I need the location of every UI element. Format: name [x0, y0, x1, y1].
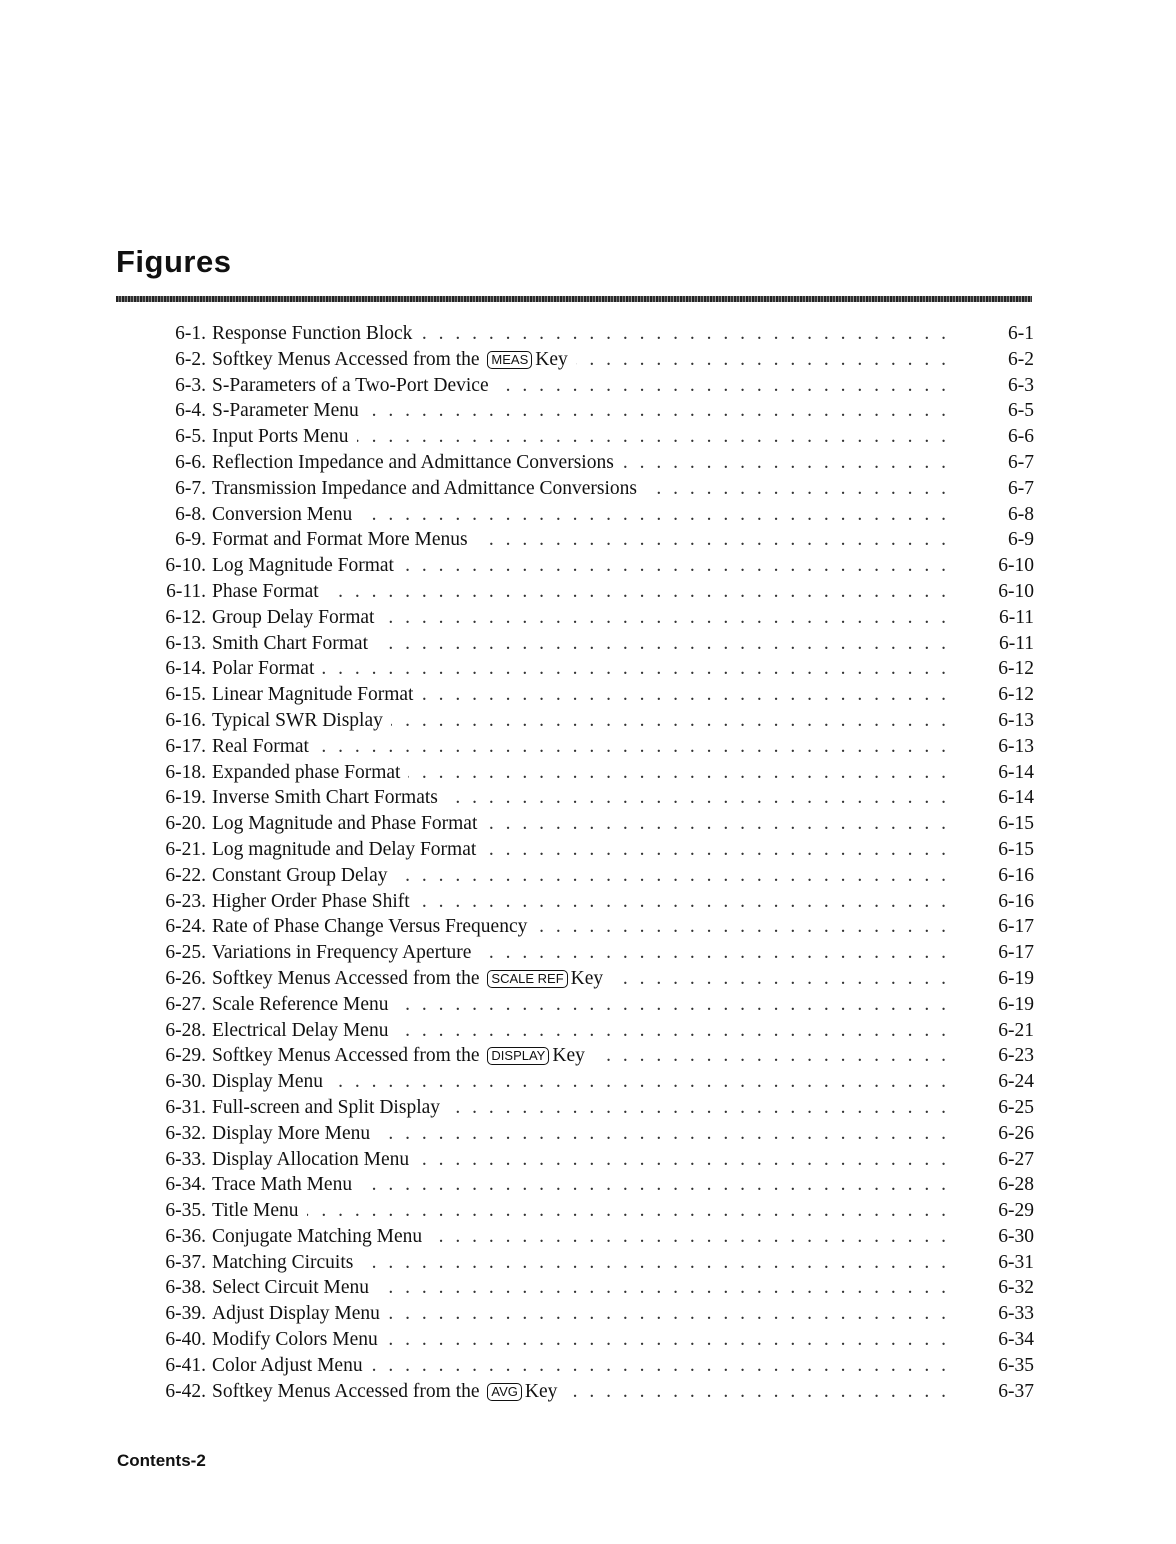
dot-leader	[322, 656, 946, 682]
figure-title-text: Transmission Impedance and Admittance Conversions	[212, 477, 637, 499]
list-item[interactable]	[116, 1095, 1034, 1121]
dot-leader	[397, 992, 947, 1018]
figure-title-text: Log Magnitude Format	[212, 555, 394, 577]
list-item[interactable]	[116, 1327, 1034, 1353]
dot-leader	[357, 424, 947, 450]
list-item[interactable]	[116, 1224, 1034, 1250]
page-number: 6-24	[998, 1071, 1034, 1093]
figure-list	[116, 321, 1034, 1404]
list-item[interactable]	[116, 966, 1034, 992]
list-item[interactable]	[116, 1043, 1034, 1069]
figure-title-text: Format and Format More Menus	[212, 529, 468, 551]
figure-title	[208, 476, 637, 502]
figure-number: 6-5.	[175, 426, 206, 448]
figure-number: 6-35.	[165, 1200, 206, 1222]
figure-title	[208, 1198, 299, 1224]
page-number: 6-21	[998, 1019, 1034, 1041]
figure-title	[208, 553, 394, 579]
figure-number: 6-38.	[165, 1277, 206, 1299]
figure-number: 6-2.	[175, 348, 206, 370]
page-number: 6-35	[998, 1354, 1034, 1376]
figure-title	[208, 1301, 380, 1327]
figure-title-text: Display Menu	[212, 1071, 324, 1093]
dot-leader	[378, 1121, 946, 1147]
list-item[interactable]	[116, 553, 1034, 579]
figure-title-text: Softkey Menus Accessed from the	[212, 1380, 480, 1402]
dot-leader	[317, 734, 946, 760]
figure-title-text: Higher Order Phase Shift	[212, 890, 410, 912]
figure-title	[208, 1327, 378, 1353]
dot-leader	[430, 1224, 946, 1250]
figure-title-text: Log Magnitude and Phase Format	[212, 813, 478, 835]
figure-number: 6-21.	[165, 838, 206, 860]
figure-title-text: Electrical Delay Menu	[212, 1019, 389, 1041]
dot-leader	[391, 708, 946, 734]
page-number: 6-1	[1008, 323, 1034, 344]
dot-leader	[397, 1018, 947, 1044]
page-title: Figures	[116, 244, 232, 279]
page-footer: Contents-2	[117, 1451, 206, 1470]
list-item[interactable]	[116, 837, 1034, 863]
page-number: 6-2	[1008, 348, 1034, 370]
page-number: 6-27	[998, 1148, 1034, 1170]
dot-leader	[446, 785, 946, 811]
page-number: 6-11	[998, 632, 1034, 654]
list-item[interactable]	[116, 605, 1034, 631]
page-number: 6-19	[998, 993, 1034, 1015]
page-number: 6-5	[1008, 400, 1034, 422]
list-item[interactable]	[116, 476, 1034, 502]
page-number: 6-9	[1008, 529, 1034, 551]
figure-title	[208, 1172, 352, 1198]
dot-leader	[386, 1327, 946, 1353]
dot-leader	[645, 476, 946, 502]
list-item[interactable]	[116, 347, 1034, 373]
page-number: 6-7	[1008, 477, 1034, 499]
figure-number: 6-33.	[165, 1148, 206, 1170]
list-item[interactable]	[116, 1198, 1034, 1224]
dot-leader	[622, 450, 946, 476]
figure-title	[208, 1069, 323, 1095]
figure-title	[208, 579, 319, 605]
list-item[interactable]	[116, 502, 1034, 528]
list-item[interactable]	[116, 656, 1034, 682]
dot-leader	[485, 811, 946, 837]
figure-title	[208, 605, 374, 631]
figure-title	[208, 373, 489, 399]
figure-title-text: Inverse Smith Chart Formats	[212, 787, 438, 809]
page-number: 6-30	[998, 1225, 1034, 1247]
figure-title-text: Display More Menu	[212, 1122, 371, 1144]
figure-title-suffix: Key	[524, 1380, 558, 1402]
figure-number: 6-26.	[165, 967, 206, 989]
list-item[interactable]	[116, 734, 1034, 760]
list-item[interactable]	[116, 1147, 1034, 1173]
page-number: 6-15	[998, 838, 1034, 860]
page-number: 6-11	[998, 606, 1034, 628]
list-item[interactable]	[116, 992, 1034, 1018]
list-item[interactable]	[116, 1301, 1034, 1327]
figure-title	[208, 966, 603, 992]
figure-title-text: Group Delay Format	[212, 606, 375, 628]
figure-number: 6-37.	[165, 1251, 206, 1273]
figure-title	[208, 811, 477, 837]
page-number: 6-14	[998, 761, 1034, 783]
dot-leader	[565, 1379, 946, 1405]
figure-number: 6-13.	[165, 632, 206, 654]
dot-leader	[367, 398, 946, 424]
figure-title	[208, 321, 412, 347]
figure-title	[208, 398, 359, 424]
figure-title	[208, 1043, 585, 1069]
dot-leader	[535, 914, 946, 940]
figure-title-text: Constant Group Delay	[212, 864, 388, 886]
figure-number: 6-20.	[165, 813, 206, 835]
dot-leader	[376, 631, 946, 657]
page-number: 6-16	[998, 890, 1034, 912]
figure-number: 6-27.	[165, 993, 206, 1015]
dot-leader	[420, 321, 946, 347]
figure-title	[208, 1147, 409, 1173]
figure-title	[208, 1353, 363, 1379]
figure-number: 6-11.	[166, 580, 206, 602]
figure-number: 6-32.	[165, 1122, 206, 1144]
figure-number: 6-34.	[165, 1174, 206, 1196]
figure-title-text: Trace Math Menu	[212, 1174, 353, 1196]
hardkey-label: DISPLAY	[487, 1047, 549, 1065]
figure-title	[208, 1121, 370, 1147]
figure-title	[208, 1250, 353, 1276]
page-number: 6-34	[998, 1329, 1034, 1351]
page-number: 6-17	[998, 942, 1034, 964]
dot-leader	[395, 863, 946, 889]
hardkey-label: AVG	[487, 1383, 522, 1401]
dot-leader	[360, 1172, 946, 1198]
dot-leader	[388, 1301, 946, 1327]
list-item[interactable]	[116, 914, 1034, 940]
figure-number: 6-15.	[165, 684, 206, 706]
figure-title-text: Typical SWR Display	[212, 709, 383, 731]
figure-number: 6-3.	[175, 374, 206, 396]
figure-title	[208, 837, 476, 863]
figure-title	[208, 1275, 369, 1301]
page-number: 6-26	[998, 1122, 1034, 1144]
figure-number: 6-6.	[175, 451, 206, 473]
dot-leader	[484, 837, 946, 863]
dot-leader	[611, 966, 946, 992]
figure-title-text: Log magnitude and Delay Format	[212, 838, 477, 860]
page-number: 6-12	[998, 658, 1034, 680]
dot-leader	[402, 553, 946, 579]
list-item[interactable]	[116, 785, 1034, 811]
list-item[interactable]	[116, 1275, 1034, 1301]
figure-title-text: Polar Format	[212, 658, 315, 680]
figure-number: 6-19.	[165, 787, 206, 809]
figure-number: 6-29.	[165, 1045, 206, 1067]
page-number: 6-13	[998, 709, 1034, 731]
page-number: 6-14	[998, 787, 1034, 809]
figure-title	[208, 785, 438, 811]
figure-number: 6-23.	[165, 890, 206, 912]
figure-title-text: Linear Magnitude Format	[212, 684, 414, 706]
dot-leader	[448, 1095, 946, 1121]
figure-title-text: Select Circuit Menu	[212, 1277, 370, 1299]
page-number: 6-6	[1008, 426, 1034, 448]
figure-number: 6-16.	[165, 709, 206, 731]
figure-title	[208, 424, 349, 450]
dot-leader	[307, 1198, 946, 1224]
figure-title-text: Smith Chart Format	[212, 632, 368, 654]
figure-title-text: Softkey Menus Accessed from the	[212, 967, 480, 989]
figure-title	[208, 527, 468, 553]
figure-title-text: Scale Reference Menu	[212, 993, 389, 1015]
list-item[interactable]	[116, 527, 1034, 553]
dot-leader	[418, 889, 946, 915]
page-number: 6-28	[998, 1174, 1034, 1196]
dot-leader	[479, 940, 946, 966]
list-item[interactable]	[116, 863, 1034, 889]
figure-title	[208, 631, 368, 657]
dot-leader	[361, 1250, 946, 1276]
dot-leader	[417, 1147, 946, 1173]
page-number: 6-17	[998, 916, 1034, 938]
figure-title	[208, 914, 527, 940]
figure-number: 6-40.	[165, 1329, 206, 1351]
figure-number: 6-39.	[165, 1303, 206, 1325]
figure-title-text: S-Parameters of a Two-Port Device	[212, 374, 489, 396]
figure-number: 6-12.	[165, 606, 206, 628]
figure-title-text: Adjust Display Menu	[212, 1303, 380, 1325]
figure-title-text: Expanded phase Format	[212, 761, 401, 783]
figure-title-text: Matching Circuits	[212, 1251, 354, 1273]
figure-title-suffix: Key	[570, 967, 604, 989]
dot-leader	[371, 1353, 946, 1379]
figure-title-text: Softkey Menus Accessed from the	[212, 348, 480, 370]
page-number: 6-37	[998, 1380, 1034, 1402]
figure-title-text: Modify Colors Menu	[212, 1329, 378, 1351]
dot-leader	[476, 527, 946, 553]
figure-number: 6-22.	[165, 864, 206, 886]
dot-leader	[377, 1275, 946, 1301]
list-item[interactable]	[116, 373, 1034, 399]
page-number: 6-23	[998, 1045, 1034, 1067]
dot-leader	[593, 1043, 946, 1069]
figure-number: 6-30.	[165, 1071, 206, 1093]
figure-number: 6-41.	[165, 1354, 206, 1376]
dot-leader	[382, 605, 946, 631]
page-number: 6-7	[1008, 451, 1034, 473]
figure-title-suffix: Key	[535, 348, 568, 370]
figure-number: 6-24.	[165, 916, 206, 938]
list-item[interactable]	[116, 1069, 1034, 1095]
figure-title-text: Title Menu	[212, 1200, 299, 1222]
page-number: 6-29	[998, 1200, 1034, 1222]
list-item[interactable]	[116, 579, 1034, 605]
figure-title-text: Full-screen and Split Display	[212, 1096, 441, 1118]
figure-title	[208, 940, 471, 966]
list-item[interactable]	[116, 450, 1034, 476]
figure-title	[208, 889, 410, 915]
figure-title-text: Conversion Menu	[212, 503, 353, 525]
page-number: 6-16	[998, 864, 1034, 886]
dot-leader	[408, 760, 946, 786]
page-number: 6-19	[998, 967, 1034, 989]
list-item[interactable]	[116, 398, 1034, 424]
figure-number: 6-8.	[175, 503, 206, 525]
page-number: 6-25	[998, 1096, 1034, 1118]
figure-title	[208, 1379, 557, 1405]
figure-title	[208, 1224, 422, 1250]
list-item[interactable]	[116, 1121, 1034, 1147]
figure-number: 6-10.	[165, 555, 206, 577]
figure-title	[208, 656, 314, 682]
page-number: 6-33	[998, 1303, 1034, 1325]
figure-title	[208, 347, 568, 373]
figure-title	[208, 760, 400, 786]
figure-number: 6-7.	[175, 477, 206, 499]
figure-number: 6-4.	[175, 400, 206, 422]
figure-title-text: Color Adjust Menu	[212, 1354, 363, 1376]
figure-number: 6-9.	[175, 529, 206, 551]
figure-title-text: Response Function Block	[212, 323, 413, 344]
figure-title	[208, 734, 309, 760]
page-number: 6-8	[1008, 503, 1034, 525]
list-item[interactable]	[116, 940, 1034, 966]
figure-title	[208, 863, 387, 889]
dot-leader	[331, 1069, 946, 1095]
figure-title-text: Variations in Frequency Aperture	[212, 942, 472, 964]
figure-number: 6-31.	[165, 1096, 206, 1118]
page-number: 6-13	[998, 735, 1034, 757]
figure-title-text: Phase Format	[212, 580, 319, 602]
figure-title-text: Rate of Phase Change Versus Frequency	[212, 916, 528, 938]
figure-number: 6-1.	[175, 323, 206, 344]
figure-number: 6-36.	[165, 1225, 206, 1247]
list-item[interactable]	[116, 708, 1034, 734]
figure-number: 6-28.	[165, 1019, 206, 1041]
dot-leader	[576, 347, 946, 373]
figure-number: 6-14.	[165, 658, 206, 680]
figure-title	[208, 682, 413, 708]
list-item[interactable]	[116, 1379, 1034, 1405]
page-number: 6-12	[998, 684, 1034, 706]
list-item[interactable]	[116, 1250, 1034, 1276]
dot-leader	[360, 502, 946, 528]
list-item[interactable]	[116, 1172, 1034, 1198]
list-item[interactable]	[116, 811, 1034, 837]
figure-number: 6-42.	[165, 1380, 206, 1402]
list-item[interactable]	[116, 889, 1034, 915]
page-number: 6-10	[998, 555, 1034, 577]
title-rule	[116, 296, 1032, 302]
page-number: 6-31	[998, 1251, 1034, 1273]
figure-title-text: Reflection Impedance and Admittance Conversions	[212, 451, 614, 473]
dot-leader	[327, 579, 946, 605]
dot-leader	[497, 373, 946, 399]
figure-title-text: Real Format	[212, 735, 309, 757]
page-number: 6-32	[998, 1277, 1034, 1299]
list-item[interactable]	[116, 631, 1034, 657]
figure-title	[208, 1018, 389, 1044]
figure-title-suffix: Key	[552, 1045, 585, 1067]
figure-number: 6-18.	[165, 761, 206, 783]
figure-number: 6-17.	[165, 735, 206, 757]
figure-title-text: Input Ports Menu	[212, 426, 349, 448]
figure-title	[208, 450, 614, 476]
page-number: 6-15	[998, 813, 1034, 835]
list-item[interactable]	[116, 1018, 1034, 1044]
list-item[interactable]	[116, 424, 1034, 450]
page-number: 6-3	[1008, 374, 1034, 396]
hardkey-label: SCALE REF	[487, 970, 567, 988]
figure-title-text: Conjugate Matching Menu	[212, 1225, 423, 1247]
figure-title	[208, 502, 352, 528]
figure-title-text: Softkey Menus Accessed from the	[212, 1045, 480, 1067]
figure-title	[208, 708, 383, 734]
list-item[interactable]	[116, 1353, 1034, 1379]
figure-number: 6-25.	[165, 942, 206, 964]
figure-title-text: Display Allocation Menu	[212, 1148, 410, 1170]
hardkey-label: MEAS	[487, 351, 532, 369]
page-number: 6-10	[998, 580, 1034, 602]
figure-title	[208, 1095, 440, 1121]
figure-title-text: S-Parameter Menu	[212, 400, 359, 422]
list-item[interactable]	[116, 682, 1034, 708]
list-item[interactable]	[116, 321, 1034, 347]
list-item[interactable]	[116, 760, 1034, 786]
dot-leader	[421, 682, 946, 708]
figure-title	[208, 992, 389, 1018]
